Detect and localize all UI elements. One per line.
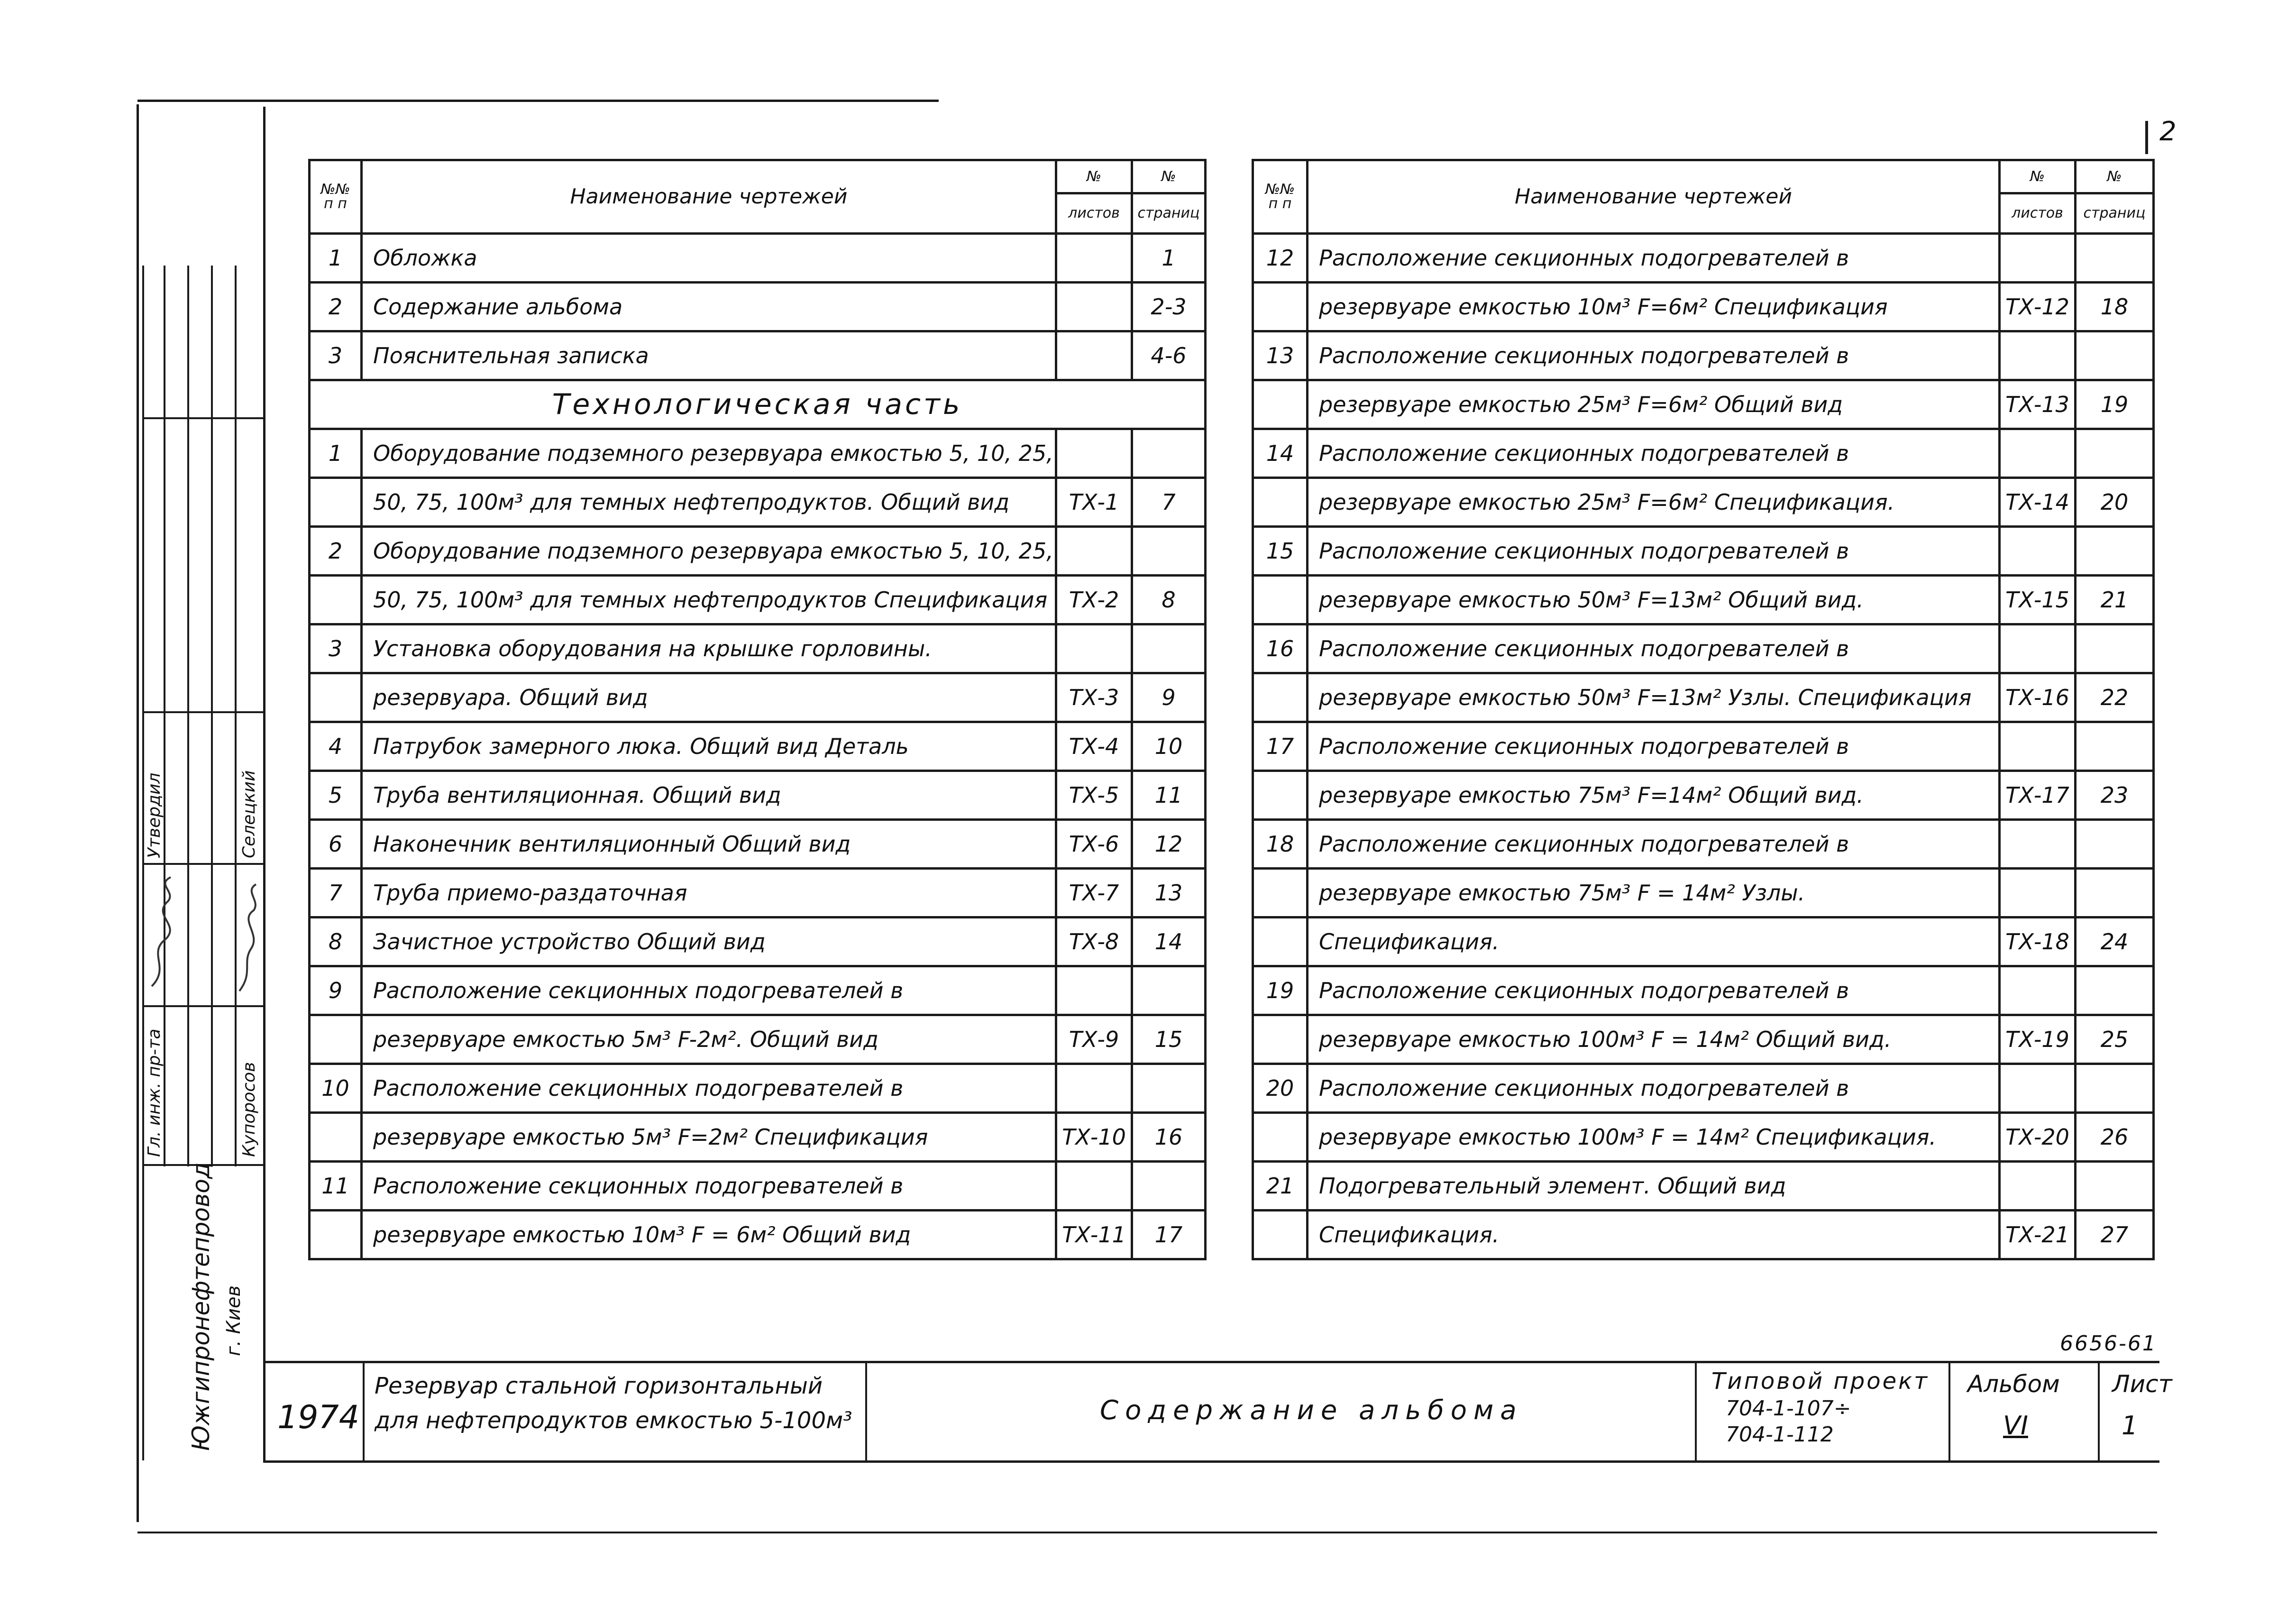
row-page bbox=[2076, 722, 2154, 771]
title-block-top bbox=[263, 1361, 2159, 1363]
table-row bbox=[1253, 624, 2154, 673]
table-row bbox=[1253, 478, 2154, 527]
side-stamp-v4 bbox=[211, 266, 213, 1166]
row-title: Расположение секционных подогревателей в bbox=[362, 1162, 1056, 1211]
row-sheet-code bbox=[2000, 331, 2076, 380]
table-row bbox=[1253, 331, 2154, 380]
project-code-2: 704-1-112 bbox=[1726, 1422, 1834, 1447]
row-title: Труба вентиляционная. Общий вид bbox=[362, 771, 1056, 820]
row-title: резервуаре емкостью 10м³ F=6м² Спецификация bbox=[1308, 283, 2000, 331]
row-title: резервуаре емкостью 5м³ F=2м² Спецификация bbox=[362, 1113, 1056, 1162]
row-page bbox=[2076, 234, 2154, 283]
table-row bbox=[1253, 1113, 2154, 1162]
row-number: 9 bbox=[310, 966, 362, 1015]
row-page: 4-6 bbox=[1132, 331, 1206, 380]
row-number: 3 bbox=[310, 624, 362, 673]
row-number bbox=[1253, 1113, 1308, 1162]
row-sheet-code bbox=[1056, 966, 1132, 1015]
row-number bbox=[1253, 869, 1308, 918]
table-row bbox=[310, 576, 1206, 624]
table-row bbox=[1253, 673, 2154, 722]
row-page: 25 bbox=[2076, 1015, 2154, 1064]
row-sheet-code bbox=[1056, 624, 1132, 673]
project-code-1: 704-1-107÷ bbox=[1726, 1396, 1851, 1421]
table-row bbox=[310, 722, 1206, 771]
row-sheet-code bbox=[1056, 283, 1132, 331]
row-sheet-code: ТХ-5 bbox=[1056, 771, 1132, 820]
row-page: 14 bbox=[1132, 918, 1206, 966]
side-role-2: Утвердил bbox=[145, 772, 164, 858]
page-subheader: страниц bbox=[1132, 193, 1206, 234]
row-number bbox=[1253, 918, 1308, 966]
table-row bbox=[310, 966, 1206, 1015]
table-row bbox=[1253, 820, 2154, 869]
table-row bbox=[310, 1113, 1206, 1162]
table-row bbox=[310, 527, 1206, 576]
frame-top-line bbox=[137, 100, 939, 102]
row-page bbox=[2076, 869, 2154, 918]
row-number bbox=[1253, 576, 1308, 624]
row-title: Труба приемо-раздаточная bbox=[362, 869, 1056, 918]
row-title: резервуаре емкостью 25м³ F=6м² Спецификация. bbox=[1308, 478, 2000, 527]
table-row bbox=[1253, 869, 2154, 918]
row-number bbox=[310, 576, 362, 624]
row-number: 21 bbox=[1253, 1162, 1308, 1211]
page-subheader: страниц bbox=[2076, 193, 2154, 234]
row-sheet-code: ТХ-11 bbox=[1056, 1211, 1132, 1259]
row-sheet-code: ТХ-4 bbox=[1056, 722, 1132, 771]
row-page bbox=[2076, 429, 2154, 478]
row-page: 23 bbox=[2076, 771, 2154, 820]
row-number: 13 bbox=[1253, 331, 1308, 380]
title-block-div3 bbox=[1695, 1361, 1697, 1460]
row-number bbox=[310, 1113, 362, 1162]
signature-2 bbox=[235, 882, 263, 998]
row-page bbox=[1132, 429, 1206, 478]
side-name-1: Купоросов bbox=[239, 1062, 259, 1157]
row-title: резервуаре емкостью 5м³ F-2м². Общий вид bbox=[362, 1015, 1056, 1064]
row-page: 20 bbox=[2076, 478, 2154, 527]
row-number bbox=[310, 1015, 362, 1064]
sheet-subheader: листов bbox=[1056, 193, 1132, 234]
row-number: 8 bbox=[310, 918, 362, 966]
side-role-1: Гл. инж. пр-та bbox=[145, 1028, 164, 1157]
row-sheet-code: ТХ-16 bbox=[2000, 673, 2076, 722]
row-page bbox=[2076, 1064, 2154, 1113]
row-page bbox=[1132, 624, 1206, 673]
row-sheet-code: ТХ-17 bbox=[2000, 771, 2076, 820]
side-stamp-h2 bbox=[142, 711, 263, 713]
row-title: Обложка bbox=[362, 234, 1056, 283]
row-number: 2 bbox=[310, 527, 362, 576]
org-city: г. Киев bbox=[223, 1285, 245, 1356]
row-number bbox=[1253, 673, 1308, 722]
row-title: Расположение секционных подогревателей в bbox=[1308, 722, 2000, 771]
row-sheet-code: ТХ-6 bbox=[1056, 820, 1132, 869]
object-name-line1: Резервуар стальной горизонтальный bbox=[375, 1373, 823, 1399]
row-sheet-code: ТХ-15 bbox=[2000, 576, 2076, 624]
year: 1974 bbox=[277, 1399, 360, 1436]
table-row bbox=[310, 1162, 1206, 1211]
row-sheet-code bbox=[1056, 527, 1132, 576]
row-sheet-code: ТХ-21 bbox=[2000, 1211, 2076, 1259]
row-page: 15 bbox=[1132, 1015, 1206, 1064]
table-row bbox=[310, 869, 1206, 918]
section-row bbox=[310, 380, 1206, 429]
row-page bbox=[1132, 1064, 1206, 1113]
table-row bbox=[1253, 429, 2154, 478]
row-number: 19 bbox=[1253, 966, 1308, 1015]
row-title: Подогревательный элемент. Общий вид bbox=[1308, 1162, 2000, 1211]
table-row bbox=[310, 429, 1206, 478]
table-row bbox=[310, 331, 1206, 380]
row-number bbox=[1253, 283, 1308, 331]
row-sheet-code: ТХ-1 bbox=[1056, 478, 1132, 527]
row-sheet-code: ТХ-13 bbox=[2000, 380, 2076, 429]
table-row bbox=[1253, 1015, 2154, 1064]
side-stamp-h4 bbox=[142, 1005, 263, 1007]
side-stamp-h3 bbox=[142, 863, 263, 865]
name-header: Наименование чертежей bbox=[1308, 160, 2000, 234]
object-name-line2: для нефтепродуктов емкостью 5-100м³ bbox=[375, 1407, 852, 1434]
row-sheet-code bbox=[2000, 820, 2076, 869]
row-title: Расположение секционных подогревателей в bbox=[362, 1064, 1056, 1113]
row-title: резервуаре емкостью 50м³ F=13м² Общий вид. bbox=[1308, 576, 2000, 624]
table-row bbox=[310, 624, 1206, 673]
num-header: №№ п п bbox=[1253, 160, 1308, 234]
signature-1 bbox=[142, 872, 185, 993]
row-number: 4 bbox=[310, 722, 362, 771]
row-page: 7 bbox=[1132, 478, 1206, 527]
row-number: 1 bbox=[310, 429, 362, 478]
row-page bbox=[2076, 527, 2154, 576]
row-page bbox=[1132, 966, 1206, 1015]
row-number: 3 bbox=[310, 331, 362, 380]
row-title: Расположение секционных подогревателей в bbox=[1308, 331, 2000, 380]
row-title: Расположение секционных подогревателей в bbox=[1308, 1064, 2000, 1113]
row-page: 21 bbox=[2076, 576, 2154, 624]
table-row bbox=[310, 673, 1206, 722]
row-number bbox=[310, 478, 362, 527]
frame-left-inner-line bbox=[263, 107, 265, 1463]
row-title: Расположение секционных подогревателей в bbox=[1308, 966, 2000, 1015]
row-page bbox=[1132, 527, 1206, 576]
table-row bbox=[310, 1015, 1206, 1064]
page-number: 2 bbox=[2159, 116, 2177, 147]
row-sheet-code: ТХ-8 bbox=[1056, 918, 1132, 966]
row-page: 19 bbox=[2076, 380, 2154, 429]
row-title: резервуаре емкостью 100м³ F = 14м² Спецификация. bbox=[1308, 1113, 2000, 1162]
sheet-value: 1 bbox=[2122, 1411, 2138, 1440]
row-title: резервуаре емкостью 50м³ F=13м² Узлы. Спецификация bbox=[1308, 673, 2000, 722]
row-sheet-code bbox=[2000, 234, 2076, 283]
row-number: 5 bbox=[310, 771, 362, 820]
right-contents-table bbox=[1252, 159, 2155, 1260]
left-contents-table bbox=[308, 159, 1207, 1260]
table-header-row bbox=[310, 160, 1206, 193]
row-number bbox=[310, 673, 362, 722]
row-title: Содержание альбома bbox=[362, 283, 1056, 331]
row-title: Расположение секционных подогревателей в bbox=[1308, 820, 2000, 869]
row-page: 18 bbox=[2076, 283, 2154, 331]
row-page: 17 bbox=[1132, 1211, 1206, 1259]
row-title: Оборудование подземного резервуара емкостью 5, 10, 25, bbox=[362, 527, 1056, 576]
table-row bbox=[1253, 918, 2154, 966]
row-number bbox=[1253, 771, 1308, 820]
table-row bbox=[310, 820, 1206, 869]
project-label: Типовой проект bbox=[1711, 1368, 1930, 1395]
row-sheet-code bbox=[2000, 624, 2076, 673]
frame-right-mark bbox=[2145, 121, 2148, 154]
title-block-div5 bbox=[2098, 1361, 2100, 1460]
page-header: № bbox=[1132, 160, 1206, 193]
row-sheet-code: ТХ-14 bbox=[2000, 478, 2076, 527]
section-title: Технологическая часть bbox=[310, 380, 1206, 429]
table-row bbox=[310, 283, 1206, 331]
row-sheet-code bbox=[1056, 234, 1132, 283]
row-title: Зачистное устройство Общий вид bbox=[362, 918, 1056, 966]
row-number: 17 bbox=[1253, 722, 1308, 771]
row-number: 1 bbox=[310, 234, 362, 283]
row-title: 50, 75, 100м³ для темных нефтепродуктов. Общий вид bbox=[362, 478, 1056, 527]
row-sheet-code bbox=[2000, 966, 2076, 1015]
table-row bbox=[310, 918, 1206, 966]
row-number: 6 bbox=[310, 820, 362, 869]
table-row bbox=[310, 771, 1206, 820]
row-title: резервуаре емкостью 10м³ F = 6м² Общий вид bbox=[362, 1211, 1056, 1259]
row-title: резервуара. Общий вид bbox=[362, 673, 1056, 722]
row-sheet-code: ТХ-2 bbox=[1056, 576, 1132, 624]
table-row bbox=[1253, 722, 2154, 771]
table-row bbox=[310, 1064, 1206, 1113]
row-page bbox=[1132, 1162, 1206, 1211]
title-block-div1 bbox=[363, 1361, 365, 1460]
table-row bbox=[1253, 283, 2154, 331]
row-number bbox=[310, 1211, 362, 1259]
table-row bbox=[310, 478, 1206, 527]
row-number: 11 bbox=[310, 1162, 362, 1211]
row-sheet-code bbox=[1056, 429, 1132, 478]
row-page: 27 bbox=[2076, 1211, 2154, 1259]
side-stamp-v3 bbox=[187, 266, 189, 1166]
row-title: Расположение секционных подогревателей в bbox=[1308, 624, 2000, 673]
table-row bbox=[1253, 1211, 2154, 1259]
num-header: №№ п п bbox=[310, 160, 362, 234]
row-page: 24 bbox=[2076, 918, 2154, 966]
row-page: 2-3 bbox=[1132, 283, 1206, 331]
row-sheet-code bbox=[2000, 869, 2076, 918]
table-row bbox=[1253, 1064, 2154, 1113]
title-block-div2 bbox=[865, 1361, 867, 1460]
frame-bottom-line bbox=[263, 1460, 2159, 1463]
row-sheet-code: ТХ-3 bbox=[1056, 673, 1132, 722]
row-page bbox=[2076, 966, 2154, 1015]
row-page: 8 bbox=[1132, 576, 1206, 624]
row-sheet-code: ТХ-20 bbox=[2000, 1113, 2076, 1162]
row-title: Патрубок замерного люка. Общий вид Деталь bbox=[362, 722, 1056, 771]
row-page: 26 bbox=[2076, 1113, 2154, 1162]
row-page bbox=[2076, 820, 2154, 869]
sheet-header: № bbox=[2000, 160, 2076, 193]
row-page bbox=[2076, 1162, 2154, 1211]
row-sheet-code bbox=[2000, 1064, 2076, 1113]
side-stamp-v5 bbox=[235, 266, 237, 1166]
row-number: 18 bbox=[1253, 820, 1308, 869]
row-sheet-code: ТХ-12 bbox=[2000, 283, 2076, 331]
row-sheet-code bbox=[2000, 1162, 2076, 1211]
row-title: Оборудование подземного резервуара емкостью 5, 10, 25, bbox=[362, 429, 1056, 478]
row-number: 14 bbox=[1253, 429, 1308, 478]
row-sheet-code bbox=[1056, 331, 1132, 380]
row-title: Расположение секционных подогревателей в bbox=[1308, 527, 2000, 576]
table-row bbox=[310, 234, 1206, 283]
row-number: 2 bbox=[310, 283, 362, 331]
sheet-title: Содержание альбома bbox=[1100, 1395, 1523, 1426]
row-sheet-code bbox=[1056, 1162, 1132, 1211]
sheet-subheader: листов bbox=[2000, 193, 2076, 234]
name-header: Наименование чертежей bbox=[362, 160, 1056, 234]
row-title: резервуаре емкостью 100м³ F = 14м² Общий вид. bbox=[1308, 1015, 2000, 1064]
row-sheet-code: ТХ-19 bbox=[2000, 1015, 2076, 1064]
row-page bbox=[2076, 331, 2154, 380]
row-title: 50, 75, 100м³ для темных нефтепродуктов Спецификация bbox=[362, 576, 1056, 624]
row-sheet-code bbox=[2000, 722, 2076, 771]
side-name-2: Селецкий bbox=[239, 770, 259, 858]
row-title: Расположение секционных подогревателей в bbox=[1308, 234, 2000, 283]
org-name: Южгипронефтепровод bbox=[187, 1162, 215, 1451]
table-row bbox=[310, 1211, 1206, 1259]
row-sheet-code: ТХ-9 bbox=[1056, 1015, 1132, 1064]
row-sheet-code bbox=[1056, 1064, 1132, 1113]
row-number: 10 bbox=[310, 1064, 362, 1113]
row-number bbox=[1253, 380, 1308, 429]
page-header: № bbox=[2076, 160, 2154, 193]
title-block-div4 bbox=[1948, 1361, 1950, 1460]
row-title: Наконечник вентиляционный Общий вид bbox=[362, 820, 1056, 869]
sheet-header: № bbox=[1056, 160, 1132, 193]
row-page: 12 bbox=[1132, 820, 1206, 869]
row-title: резервуаре емкостью 75м³ F=14м² Общий вид. bbox=[1308, 771, 2000, 820]
row-number: 12 bbox=[1253, 234, 1308, 283]
sheet-label: Лист bbox=[2112, 1370, 2172, 1398]
table-row bbox=[1253, 966, 2154, 1015]
album-label: Альбом bbox=[1967, 1370, 2060, 1398]
document-code: 6656-61 bbox=[2060, 1331, 2157, 1356]
row-sheet-code: ТХ-7 bbox=[1056, 869, 1132, 918]
table-header-row bbox=[1253, 160, 2154, 193]
row-page bbox=[2076, 624, 2154, 673]
table-row bbox=[1253, 771, 2154, 820]
row-sheet-code bbox=[2000, 527, 2076, 576]
row-page: 11 bbox=[1132, 771, 1206, 820]
row-number: 20 bbox=[1253, 1064, 1308, 1113]
row-title: Расположение секционных подогревателей в bbox=[362, 966, 1056, 1015]
album-value: VI bbox=[2003, 1411, 2028, 1440]
table-row bbox=[1253, 1162, 2154, 1211]
row-number: 15 bbox=[1253, 527, 1308, 576]
row-page: 16 bbox=[1132, 1113, 1206, 1162]
table-row bbox=[1253, 527, 2154, 576]
frame-left-outer-line bbox=[137, 104, 139, 1522]
row-number bbox=[1253, 1015, 1308, 1064]
table-row bbox=[1253, 576, 2154, 624]
row-title: резервуаре емкостью 25м³ F=6м² Общий вид bbox=[1308, 380, 2000, 429]
row-title: Расположение секционных подогревателей в bbox=[1308, 429, 2000, 478]
side-stamp-h1 bbox=[142, 417, 263, 419]
row-title: резервуаре емкостью 75м³ F = 14м² Узлы. bbox=[1308, 869, 2000, 918]
row-number bbox=[1253, 478, 1308, 527]
row-title: Установка оборудования на крышке горловины. bbox=[362, 624, 1056, 673]
row-number: 7 bbox=[310, 869, 362, 918]
row-title: Спецификация. bbox=[1308, 918, 2000, 966]
row-title: Пояснительная записка bbox=[362, 331, 1056, 380]
frame-lower-line bbox=[137, 1532, 2157, 1533]
table-row bbox=[1253, 380, 2154, 429]
row-page: 1 bbox=[1132, 234, 1206, 283]
row-sheet-code: ТХ-10 bbox=[1056, 1113, 1132, 1162]
row-page: 10 bbox=[1132, 722, 1206, 771]
row-page: 13 bbox=[1132, 869, 1206, 918]
row-title: Спецификация. bbox=[1308, 1211, 2000, 1259]
row-sheet-code: ТХ-18 bbox=[2000, 918, 2076, 966]
row-page: 9 bbox=[1132, 673, 1206, 722]
table-row bbox=[1253, 234, 2154, 283]
row-sheet-code bbox=[2000, 429, 2076, 478]
row-page: 22 bbox=[2076, 673, 2154, 722]
row-number: 16 bbox=[1253, 624, 1308, 673]
row-number bbox=[1253, 1211, 1308, 1259]
